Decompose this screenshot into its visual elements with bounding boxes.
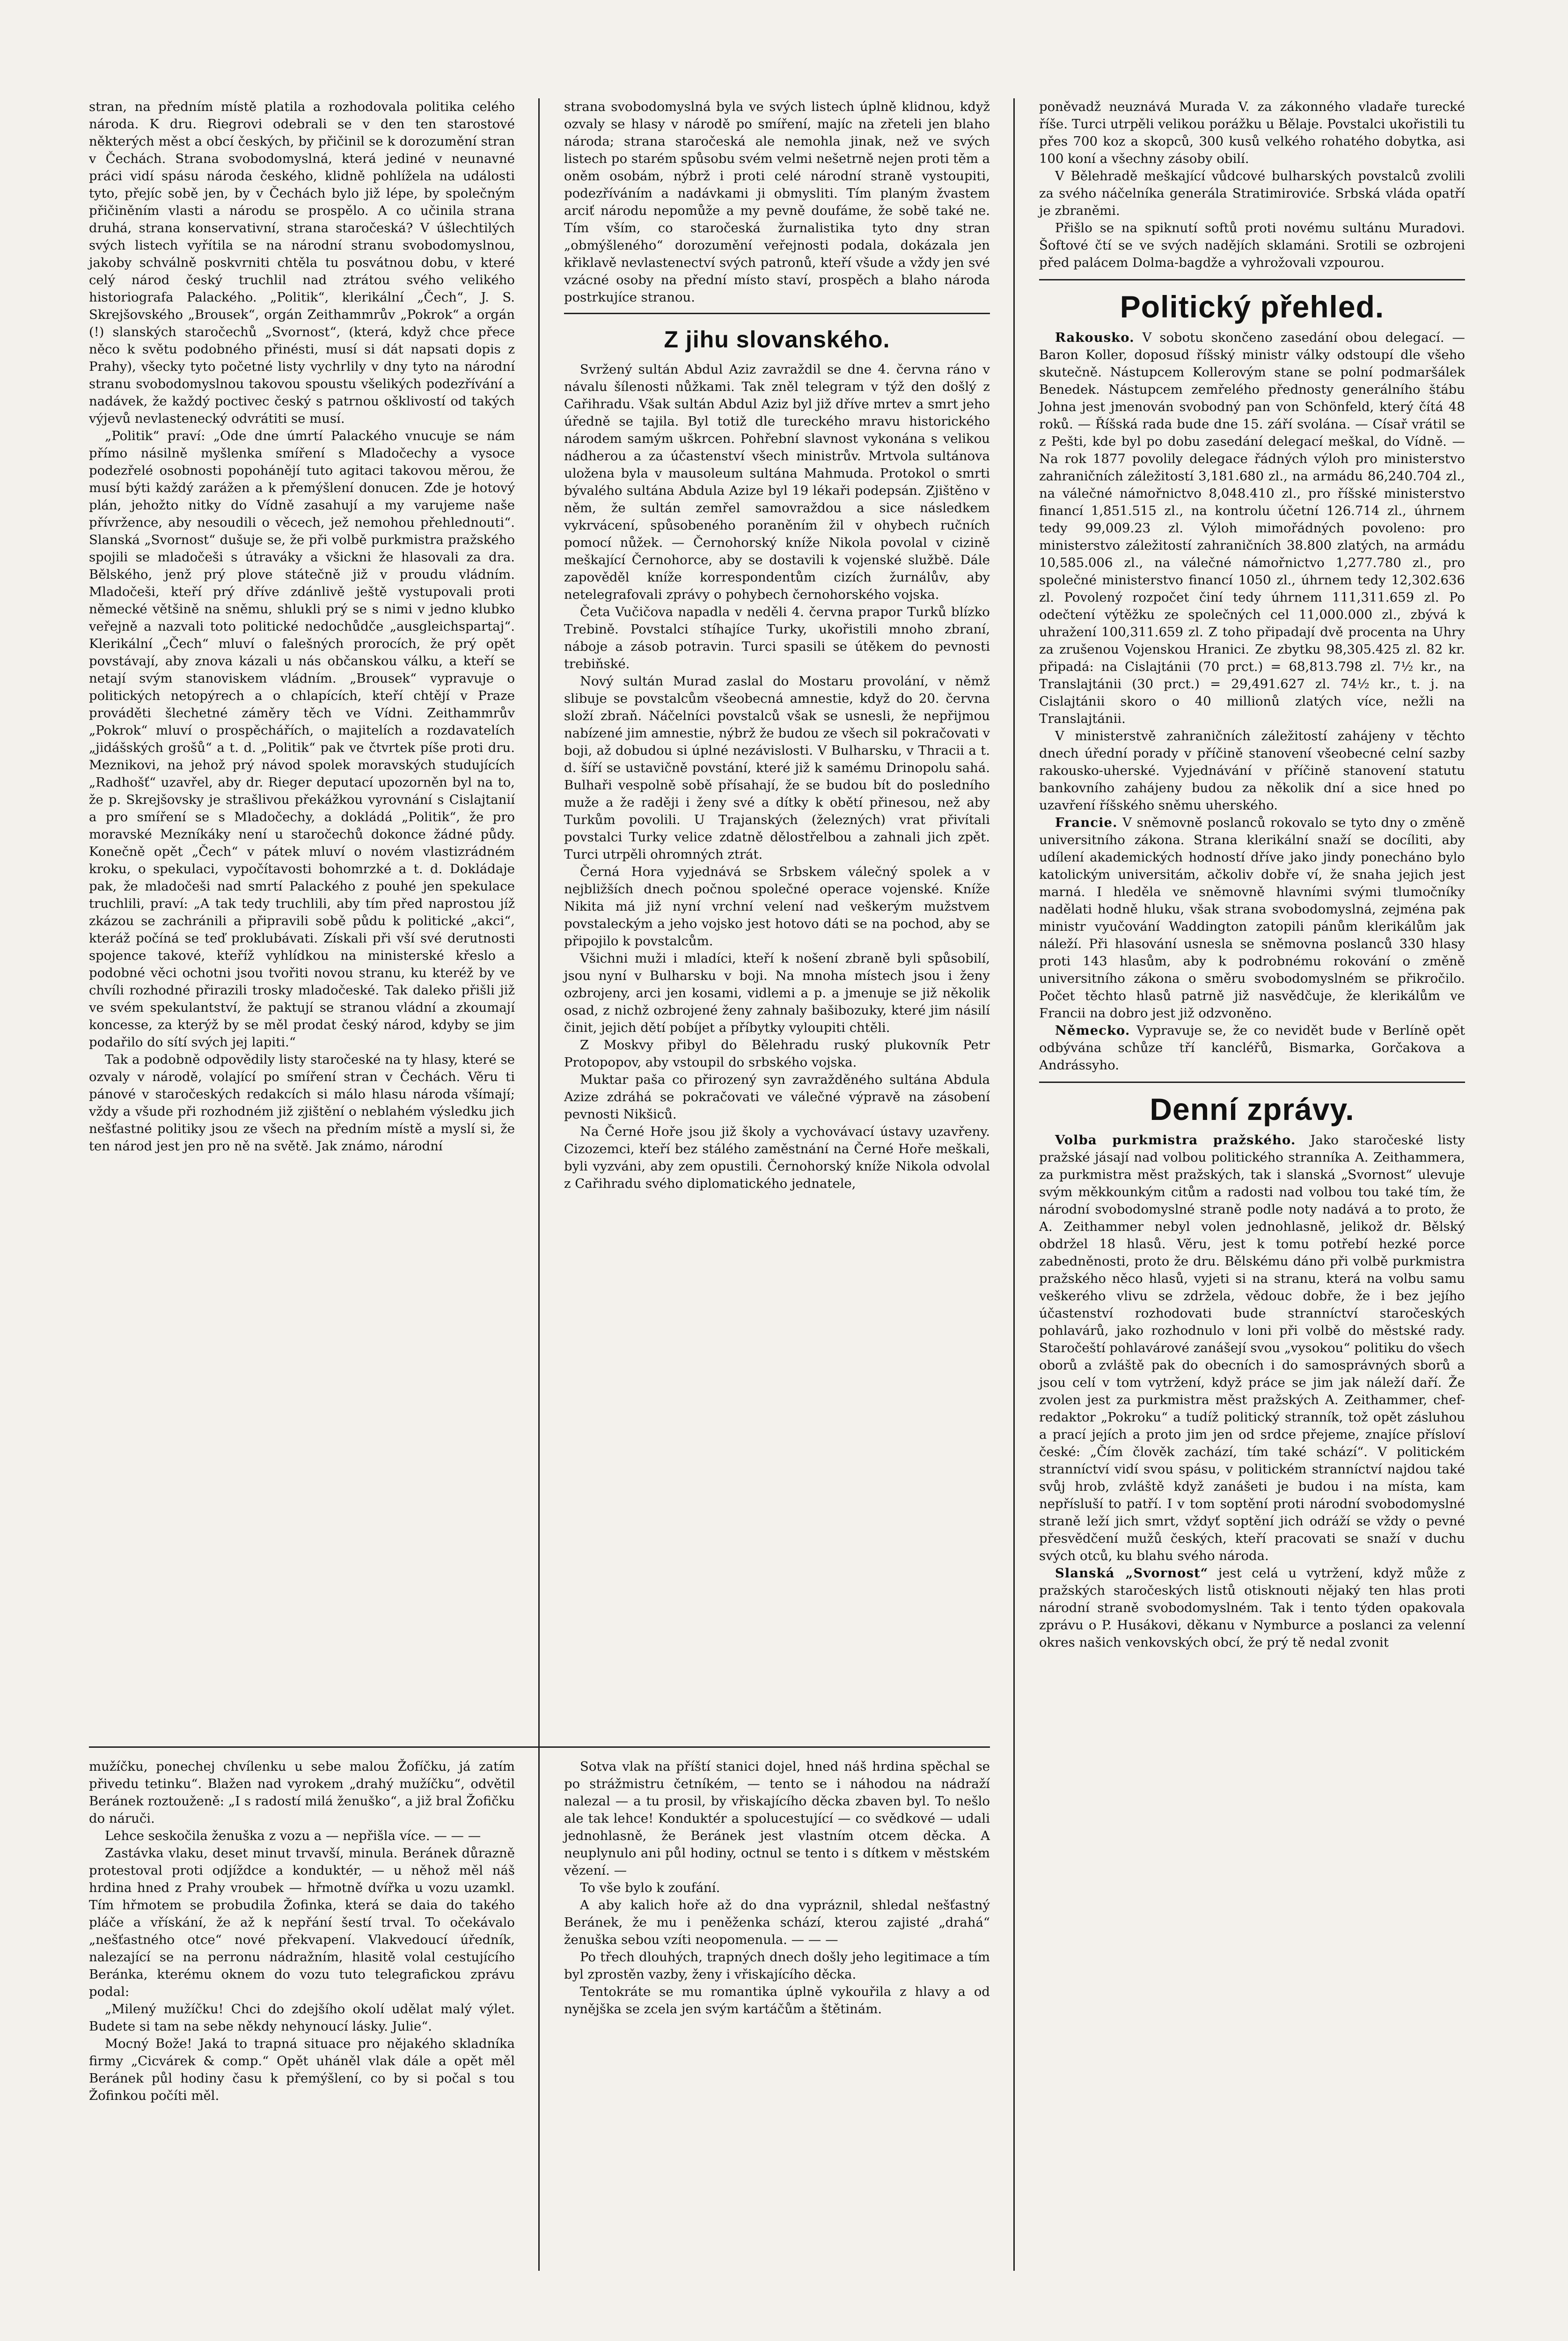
section-heading-political: Politický přehled. [1120,289,1385,324]
feuilleton-right [564,1758,990,2018]
feuilleton-paragraph: mužíčku, ponechej chvílenku u sebe malou Žofíčku, já zatím přivedu tetinku“. Blažen nad vyrokem „drahý mužíčku“, odvětil Beránek roztouženě: „I s radostí milá ženuško“, a již bral Žofičku do náruči. [89,1759,515,1826]
article-paragraph: Svržený sultán Abdul Aziz zavraždil se dne 4. června ráno v návalu šílenosti nůžkami. Tak zněl telegram v týž den došlý z Cařihradu. Však sultán Abdul Aziz byl již dříve mrtev a smrt jeho úředně se tajila. Byl totiž dle tureckého mravu historického národem samým uškrcen. Pohřební slavnost vykonána s velikou nádherou a za účastenství všech ministrův. Mrtvola sultánova uložena byla v mausoleum sultána Mahmuda. Protokol o smrti bývalého sultána Abdula Azize byl 19 lékaři podepsán. Zjištěno v něm, že sultán zemřel samovraždou a sice následkem vykrvácení, spůsobeného poraněním žil v ohybech ručních pomocí nůžek. — Černohorský kníže Nikola povolal v cizině meškající Černohorce, aby se dostavili k vojenské službě. Dále zapověděl kníže korrespondentům cizích žurnálův, aby netelegrafovali zprávy o pohybech černohorského vojska. [564,362,990,602]
feuilleton-paragraph: Zastávka vlaku, deset minut trvavší, minula. Beránek důrazně protestoval proti odjíždce a konduktér, — u něhož měl náš hrdina hned z Prahy vroubek — hřmotně dvířka u vozu uzamkl. Tím hřmotem se probudila Žofinka, která se daia do takého pláče a vřískání, že až k nepřání šestí trval. To očekávalo „nešťastného otce“ nové překvapení. Vlakvedoucí úředník, nalezající se na perronu nádražním, hlasitě volal cestujícího Beránka, kterému oknem do vozu tuto telegrafickou zprávu podal: [89,1846,515,1999]
article-paragraph: Tak a podobně odpovědily listy staročeské na ty hlasy, které se ozvaly v národě, volající po smíření stran v Čechách. Věru ti pánové v staročeských redakcích si málo hlasu národa všímají; vždy a všude při rozhodném již zjištění o neblahém výsledku jich nešťastné politiky jsou ze všech na předním místě a myslí si, že ten národ jest jen pro ně na světě. Jak známo, národní [89,1052,515,1154]
article-paragraph: Černá Hora vyjednává se Srbskem válečný spolek a v nejbližších dnech počnou společné operace vojenské. Kníže Nikita má již nyní vrchní velení nad veškerým mužstvem povstaleckým a jeho vojsko jest hotovo dáti se na pochod, aby se připojilo k povstalcům. [564,864,990,949]
news-label: Rakousko. [1055,330,1135,345]
newspaper-page [89,98,1470,2280]
article-paragraph: Muktar paša co přirozený syn zavražděného sultána Abdula Azize zdráhá se pokračovati ve válečné výpravě na zásobení pevnosti Nikšiců. [564,1072,990,1122]
section-divider [564,313,990,314]
article-paragraph: „Politik“ praví: „Ode dne úmrtí Palackého vnucuje se nám přímo násilně myšlenka smíření s Mladočechy a vysoce podezřelé osobnosti popohánějí tuto agitaci takovou měrou, že musí býti každý zarážen a k přemýšlení donucen. Zde je hotový plán, jehožto nitky do Vídně zasahují a my varujeme naše přívržence, aby nesoudili o věcech, jež nemohou přehlednouti“. Slanská „Svornost“ dušuje se, že při volbě purkmistra pražského spojili se mladočeši s útraváky a všickni že hlasovali za dra. Bělského, jenž prý plove státečně již v proudu vládním. Mladočeši, kteří prý dříve zdánlivě ještě vystupovali proti německé většině na sněmu, shlukli prý se s nimi v jedno klubko veřejně a nazvali toto politické nedochůdče „ausgleichspartaj“. Klerikální „Čech“ mluví o falešných prorocích, že prý opět povstávají, aby znova kázali u nás občanskou válku, a kteří se netají svým stanoviskem vládním. „Brousek“ vypravuje o politických netopýrech a o chlapících, kteří chtějí v Praze prováděti šlechetné záměry těch ve Vídni. Zeithammrův „Pokrok“ mluví o prospěchářích, o majitelích a rozdavatelích „jidášských grošů“ a t. d. „Politik“ pak ve čtvrtek píše proti dru. Meznikovi, na jehož prý návod spolek moravských studujících „Radhošť“ uzavřel, aby dr. Rieger deputací upozorněn byl na to, že p. Skrejšovsky je strašlivou překážkou vyrovnání s Cislajtanií a pro smíření se s Mladočechy, a dokládá „Politik“, že pro moravské Mezníkáky není u staročechů dokonce žádné půdy. Konečně opět „Čech“ v pátek mluví o novém vlastizrádném kroku, o spekulaci, vypočítavosti bohomrzké a t. d. Dokládaje pak, že mladočeši nad smrtí Palackého z pouhé jen spekulace truchlili, praví: „A tak tedy truchlili, aby tím před naprostou jíž zkázou se zachránili a připravili sobě půdu k politické „akci“, kteráž počíná se teď proklubávati. Získali při vší své derutnosti spojence takové, kteříž vyhlídkou na ministerské křeslo a podobné věci ochotni jsou tvořiti novou stranu, ku kteréž by ve chvíli rozhodné přirazili trosky mladočeské. Tak daleko přišli již ve svém spekulantství, že paktují se stranou vládní a zkoumají koncesse, za kterýž by se měl prodat český národ, kdyby se jim podařilo do sítí svých jej lapiti.“ [89,428,515,1050]
news-label: Německo. [1055,1023,1130,1038]
article-paragraph: V ministerstvě zahraničních záležitostí zahájeny v těchto dnech úřední porady v příčině stanovení všeobecné celní sazby rakousko-uherské. Vyjednávání v příčině stanovení statutu bankovního zahájeny budou za několik dní a sice hned po uzavření říšského sněmu uherského. [1039,729,1465,813]
feuilleton-paragraph: Po třech dlouhých, trapných dnech došly jeho legitimace a tím byl zprostěn vazby, ženy i vřiskajícího děcka. [564,1950,990,1982]
section-divider [1039,279,1465,280]
news-item-austria [1039,329,1465,728]
feuilleton-paragraph: Tentokráte se mu romantika úplně vykouřila z hlavy a od nynějška se zcela jen svým kartáčům a štětinám. [564,1984,990,2017]
news-text: Vypravuje se, že co nevidět bude v Berlíně opět odbývána schůze tří kancléřů, Bismarka, Gorčakova a Andrássyho. [1039,1023,1465,1073]
article-paragraph: stran, na předním místě platila a rozhodovala politika celého národa. K dru. Riegrovi odebrali se v den ten starostové některých měst a obcí českých, by přičinil se k dorozumění stran v Čechách. Strana svobodomyslná, která jediné v neunavné práci vidí spásu národa českého, klidně pohlížela na události tyto, přejíc sobě jen, by v Čechách bylo již lépe, by společným přičiněním vlasti a národu se prospělo. A co učinila strana druhá, strana konservativní, strana staročeská? V úšlechtilých svých listech vyřítila se na národní stranu svobodomyslnou, jakoby schválně poskvrniti chtěla tu posvátnou dobu, v které celý národ český truchlil nad ztrátou svého velikého historiografa Palackého. „Politik“, klerikální „Čech“, J. S. Skrejšovského „Brousek“, orgán Zeithammrův „Pokrok“ a orgán (!) slanských staročechů „Svornost“, (která, když chce přece něco k světu podobného přinésti, musí si dát napsati dopis z Prahy), všecky tyto početné listy vychrlily v dny tyto na národní stranu svobodomyslnou takovou spoustu všelikých podezřívání a nadávek, že každý poctivec český s patrnou ošklivostí od takých výjevů nevlastenecký odvrátiti se musí. [89,99,515,426]
news-item-election [1039,1132,1465,1565]
news-item-france [1039,814,1465,1022]
section-heading-daily-news: Denní zprávy. [1150,1092,1355,1126]
feuilleton-paragraph: A aby kalich hoře až do dna vypráznil, shledal nešťastný Beránek, že mu i peněženka schází, kterou zajisté „drahá“ ženuška sebou vzíti neopomenula. — — — [564,1898,990,1947]
article-paragraph: V Bělehradě meškající vůdcové bulharských povstalců zvolili za svého náčelníka generála Stratimiroviće. Srbská vláda opatří je zbraněmi. [1039,169,1465,218]
news-item-svornost [1039,1565,1465,1651]
column-3 [1039,98,1465,1651]
news-label: Volba purkmistra pražského. [1055,1133,1296,1148]
article-paragraph: Nový sultán Murad zaslal do Mostaru provolání, v němž slibuje se povstalcům všeobecná amnestie, když do 20. června složí zbraň. Náčelníci povstalců však se usnesli, že nepřijmou nabízené jim amnestie, nýbrž že budou ze všech sil pokračovati v boji, až dobudou si úplné nezávislosti. V Bulharsku, v Thracii a t. d. šíří se ustavičně povstání, které již k samému Drinopolu sahá. Bulhaři vespolně sobě přísahají, že se budou bít do posledního muže a že raději i ženy své a dítky k obětí přinesou, než aby Turkům povolili. U Trajanských (železných) vrat přivítali povstalci Turky velice zdatně dělostřelbou a zahnali jich zpět. Turci utrpěli ohromných ztrát. [564,674,990,862]
feuilleton-paragraph: Sotva vlak na příští stanici dojel, hned náš hrdina spěchal se po strážmistru četníkém, — tento se i náhodou na nádraží nalezal — a tu prosil, by vřiskajícího děcka zbaven byl. To nešlo ale tak lehce! Konduktér a spolucestující — co svědkové — udali jednohlasně, že Beránek jest vlastním otcem děcka. A neuplynulo ani půl hodiny, octnul se tento i s dítkem v městském vězení. — [564,1759,990,1878]
article-paragraph: strana svobodomyslná byla ve svých listech úplně klidnou, když ozvaly se hlasy v národě po smíření, majíc na zřeteli jen blaho národa; strana staročeská ale nemohla jinak, než ve svých listech po starém spůsobu svém velmi nešetrně nejen proti těm a oněm osobám, nýbrž i proti celé národní straně vystoupiti, podezříváním a nadávkami ji obmysliti. Tím planým žvastem arciť národu nepomůže a my pevně doufáme, že sobě také ne. Tím vším, co staročeská žurnalistika tyto dny stran „obmýšleného“ dorozumění veřejnosti podala, dokázala jen křiklavě nevlastenectví svých patronů, kteří všude a vždy jen své vzácné osoby na přední místo staví, prospěch a blaho národa postrkujíce stranou. [564,99,990,305]
section-divider [1039,1082,1465,1083]
feuilleton-left [89,1758,515,2105]
section-heading-south-slavic: Z jihu slovanského. [664,326,890,353]
news-label: Francie. [1055,815,1118,830]
column-rule [1013,98,1015,2271]
news-text: jest celá u vytržení, když může z pražských staročeských listů otisknouti nějaký ten hlas proti národní straně svobodomyslném. Tak i tento týden opakovala zprávu o P. Husákovi, děkanu v Nymburce a poslanci za velenní okres našich venkovských obcí, že prý tě nedal zvonit [1039,1566,1465,1650]
news-text: Jako staročeské listy pražské jásají nad volbou politického stranníka A. Zeithammera, za purkmistra měst pražských, tak i slanská „Svornost“ ulevuje svým měkkounkým citům a radosti nad volbou tou také tím, že národní svobodomyslné straně podle noty nadává a to proto, že A. Zeithammer nebyl volen jednohlasně, jelikož dr. Bělský obdržel 18 hlasů. Věru, jest k tomu potřebí hezké porce zabedněnosti, proto že dru. Bělskému dáno při volbě purkmistra pražského něco hlasů, vyjeti si na stranu, která na volbu samu veškerého vlivu se zdržela, vědouc dobře, že i bez jejího účastenství rozhodovati bude stranníctví staročeských pohlavárů, jako rozhodnulo v loni při volbě do městské rady. Staročeští pohlavárové zanášejí svou „vysokou“ politiku do všech oborů a zvláště pak do obecních i do samosprávných sborů a jsou celí v tom vytržení, když práce se jim jak náleží daří. Že zvolen jest za purkmistra měst pražských A. Zeithammer, chef-redaktor „Pokroku“ a tudíž politický stranník, tož opět zásluhou a prací jejích a proto jim jen od srdce přejeme, znajíce přísloví české: „Čím člověk zachází, tím také schází“. V politickém stranníctví vidí svou spásu, v politickém stranníctví najdou také svůj hrob, zvláště když zanášeti je budou i na místa, kam nepřísluší to patří. I v tom soptění proti národní svobodomyslné straně leží jich smrt, vždyť soptění jich odráží se vždy o pevné přesvědčení mužů českých, kteří pracovati se snaží v duchu svých otců, ku blahu svého národa. [1039,1133,1465,1563]
feuilleton-paragraph: „Milený mužíčku! Chci do zdejšího okolí udělat malý výlet. Budete si tam na sebe někdy nehynoucí lásky. Julie“. [89,2002,515,2034]
news-item-germany [1039,1022,1465,1074]
news-text: V sobotu skončeno zasedání obou delegací. — Baron Koller, doposud říšský ministr války odstoupí dle všeho skutečně. Nástupcem Kollerovým stane se polní podmaršálek Benedek. Nástupcem zemřelého přednosty generálního štábu Johna jest jmenován svobodný pan von Schönfeld, který čítá 48 roků. — Říšská rada bude dne 15. září svolána. — Císař vrátil se z Pešti, kde byl po dobu zasedání delegací meškal, do Vídně. — Na rok 1877 povolily delegace řádných výloh pro ministerstvo zahraničních záležitostí 3,181.680 zl., na armádu 86,240.704 zl., na válečné námořnictvo 8,048.410 zl., pro říšské ministerstvo financí 1,851.515 zl., na kontrolu účetní 126.714 zl., úhrnem tedy 99,009.23 zl. Výloh mimořádných povoleno: pro ministerstvo záležitostí zahraničních 38.800 zlatých, na armádu 10,585.006 zl., na válečné námořnictvo 1,277.780 zl., pro společné ministerstvo financí 1050 zl., úhrnem tedy 12,302.636 zl. Povolený rozpočet činí tedy úhrnem 111,311.659 zl. Po odečtení výtěžku ze společných cel 11,000.000 zl., zbývá k uhražení 100,311.659 zl. Z toho připadají dvě procenta na Uhry za zrušenou Vojenskou Hranici. Ze zbytku 98,305.425 zl. 82 kr. připadá: na Cislajtánii (70 prct.) = 68,813.798 zl. 7½ kr., na Translajtánii (30 prct.) = 29,491.627 zl. 74½ kr., t. j. na Cislajtánii skoro o 40 millionů zlatých více, nežli na Translajtánii. [1039,330,1465,726]
news-label: Slanská „Svornost“ [1055,1566,1209,1581]
article-paragraph: Z Moskvy přibyl do Bělehradu ruský plukovník Petr Protopopov, aby vstoupil do srbského vojska. [564,1038,990,1070]
feuilleton-paragraph: Mocný Bože! Jaká to trapná situace pro nějakého skladníka firmy „Cicvárek & comp.“ Opět uháněl vlak dále a opět měl Beránek půl hodiny času k přemýšlení, co by si počal s tou Žofinkou počíti měl. [89,2036,515,2103]
article-paragraph: Na Černé Hoře jsou již školy a vychovávací ústavy uzavřeny. Cizozemci, kteří bez stálého zaměstnání na Černé Hoře meškali, byli vyzváni, aby zem opustili. Černohorský kníže Nikola odvolal z Cařihradu svého diplomatického jednatele, [564,1124,990,1191]
column-1 [89,98,515,1155]
news-text: V sněmovně poslanců rokovalo se tyto dny o změně universitního zákona. Strana klerikální snaží se docíliti, aby udílení akademických hodností dříve jako jindy ponecháno bylo katolickým universitám, ačkoliv dobře ví, že snaha jejich jest marná. I hleděla ve sněmovně hlavními svými tlumočníky nadělati hodně hluku, však strana svobodomyslná, zejména pak ministr vyučování Waddington zatopili pánům klerikálům jak náleží. Při hlasování usnesla se sněmovna poslanců 330 hlasy proti 143 hlasům, aby k podrobnému rokování o změně universitního zákona o směru svobodomyslném se přikročilo. Počet těchto hlasů patrně již nasvědčuje, že klerikálům ve Francii na dobro jest již odzvoněno. [1039,815,1465,1021]
column-2 [564,98,990,1193]
article-paragraph: Všichni muži i mladíci, kteří k nošení zbraně byli spůsobilí, jsou nyní v Bulharsku v boji. Na mnoha místech jsou i ženy ozbrojeny, arci jen kosami, vidlemi a p. a jmenuje se již několik osad, z nichž ozbrojené ženy zahnaly bašibozuky, které jim násilí činit, jejich dětí pobíjet a příbytky vyloupiti chtěli. [564,951,990,1035]
feuilleton-paragraph: Lehce seskočila ženuška z vozu a — nepřišla více. — — — [105,1828,481,1843]
article-paragraph: Přišlo se na spiknutí softů proti novému sultánu Muradovi. Šoftové čtí se ve svých nadějích sklamáni. Srotili se ozbrojeni před palácem Dolma-bagdže a vyhrožovali vzpourou. [1039,221,1465,270]
column-rule [538,98,540,2271]
article-paragraph: poněvadž neuznává Murada V. za zákonného vladaře turecké říše. Turci utrpěli velikou porážku u Bělaje. Povstalci ukořistili tu přes 700 koz a skopců, 300 kusů velkého rohatého dobytka, asi 100 koní a všechny zásoby obilí. [1039,99,1465,166]
article-paragraph: Četa Vučičova napadla v neděli 4. června prapor Turků blízko Trebině. Povstalci stíhajíce Turky, ukořistili mnoho zbraní, náboje a zásob potravin. Turci spasili se útěkem do pevnosti trebiňské. [564,604,990,671]
feuilleton-paragraph: To vše bylo k zoufání. [580,1880,720,1895]
